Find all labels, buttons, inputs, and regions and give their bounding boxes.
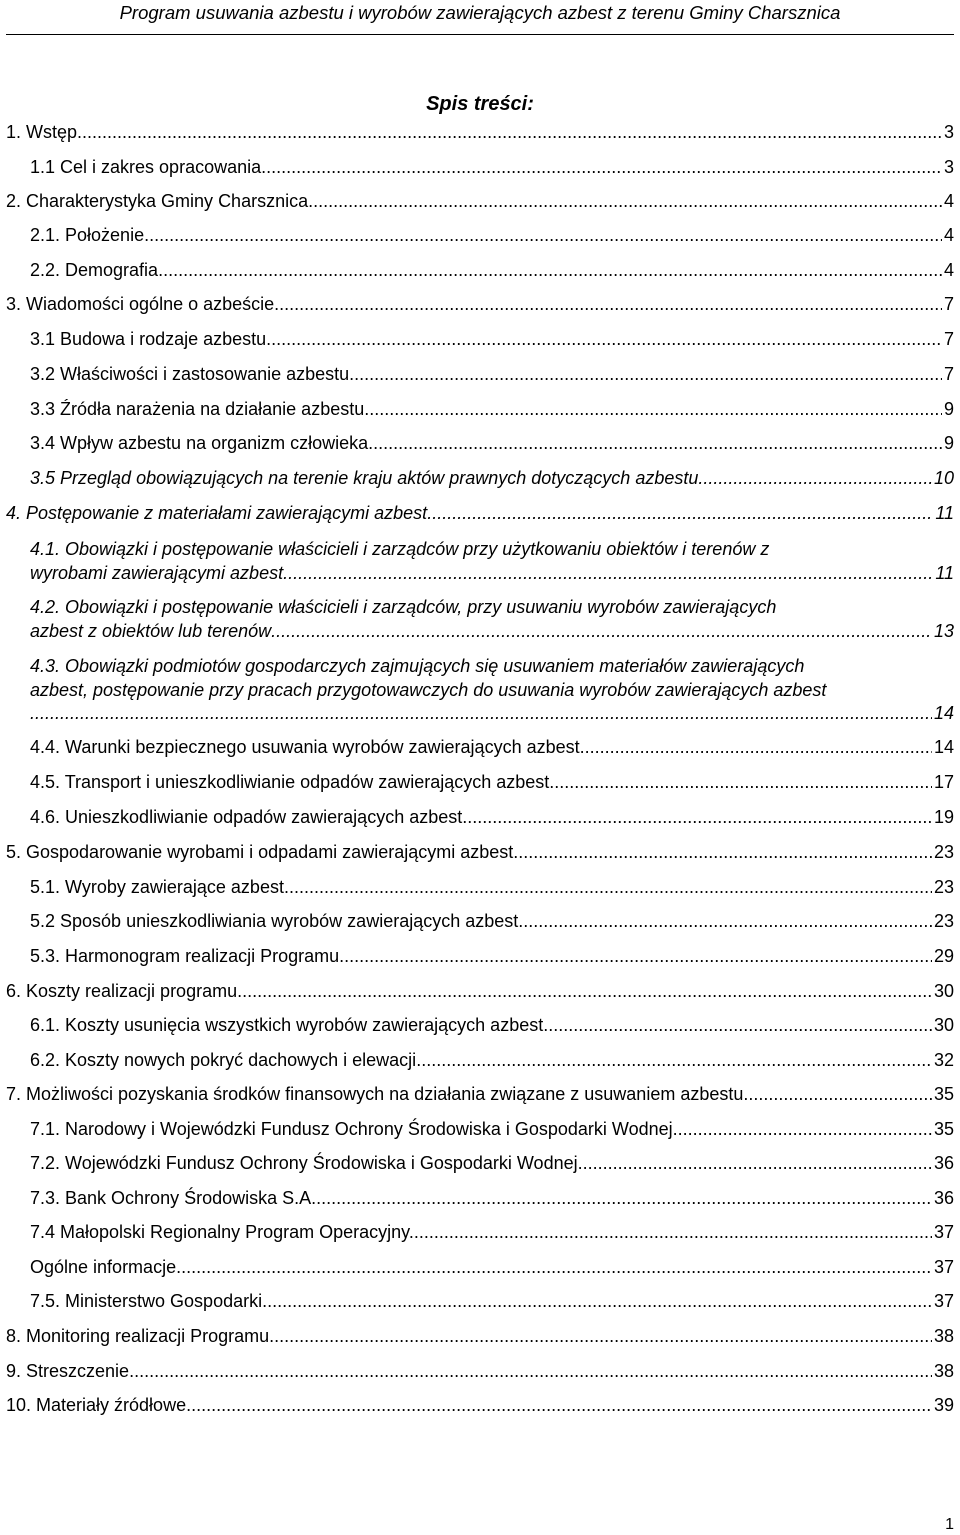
toc-page-number: 35 [933, 1084, 954, 1104]
toc-leader-dots [339, 945, 932, 969]
toc-entry-label-cont: wyrobami zawierającymi azbest [30, 562, 284, 583]
toc-page-number: 11 [935, 503, 954, 523]
toc-entry[interactable] [30, 1187, 954, 1211]
toc-entry-label: 3.4 Wpływ azbestu na organizm człowieka [30, 433, 369, 453]
toc-page-number: 9 [943, 399, 954, 419]
toc-leader-dots [269, 1325, 932, 1349]
toc-page-number: 38 [933, 1361, 954, 1381]
toc-leader-dots [266, 328, 942, 352]
toc-leader-dots [523, 910, 932, 934]
toc-entry[interactable] [6, 980, 954, 1004]
toc-leader-dots [144, 224, 942, 248]
toc-entry[interactable] [30, 328, 954, 352]
toc-page-number: 17 [933, 772, 954, 792]
toc-entry-label: 5.3. Harmonogram realizacji Programu [30, 946, 340, 966]
toc-leader-dots [271, 620, 932, 644]
toc-entry[interactable] [6, 1325, 954, 1349]
toc-page-number: 3 [943, 157, 954, 177]
toc-leader-dots [580, 736, 932, 760]
toc-entry[interactable] [6, 502, 954, 526]
toc-entry[interactable] [30, 1049, 954, 1073]
toc-leader-dots [368, 432, 942, 456]
toc-entry[interactable] [30, 1118, 954, 1142]
toc-entry-label: 3.1 Budowa i rodzaje azbestu [30, 329, 267, 349]
toc-entry[interactable] [30, 398, 954, 422]
toc-entry-label: 4.3. Obowiązki podmiotów gospodarczych zajmujących się usuwaniem materiałów zawierających [30, 656, 805, 676]
toc-entry-label: 4.2. Obowiązki i postępowanie właścicieli i zarządców, przy usuwaniu wyrobów zawierających [30, 597, 777, 617]
toc-entry-label: 5.2 Sposób unieszkodliwiania wyrobów zawierających azbest. [30, 911, 524, 931]
running-header: Program usuwania azbestu i wyrobów zawierających azbest z terenu Gminy Charsznica [119, 2, 841, 23]
toc-entry[interactable] [6, 1083, 954, 1107]
toc-page-number: 14 [933, 737, 954, 757]
toc-page-number: 23 [933, 842, 954, 862]
page-number: 1 [945, 1516, 954, 1533]
toc-leader-dots [578, 1152, 932, 1176]
toc-page-number: 4 [943, 225, 954, 245]
toc-entry[interactable] [6, 1394, 954, 1418]
toc-entry-label: 6.2. Koszty nowych pokryć dachowych i elewacji [30, 1050, 417, 1070]
toc-leader-dots [414, 1221, 932, 1245]
toc-entry-label: 1.1 Cel i zakres opracowania [30, 157, 262, 177]
toc-entry-label: 3.2 Właściwości i zastosowanie azbestu [30, 364, 350, 384]
toc-entry-label: 2.1. Położenie [30, 225, 145, 245]
toc-page-number: 36 [933, 1188, 954, 1208]
toc-entry[interactable] [30, 910, 954, 934]
toc-entry[interactable] [30, 432, 954, 456]
toc-leader-dots [262, 1290, 932, 1314]
toc-leader-dots [186, 1394, 932, 1418]
toc-page-number: 37 [933, 1291, 954, 1311]
toc-page-number: 39 [933, 1395, 954, 1415]
toc-page-number: 4 [943, 191, 954, 211]
toc-leader-dots [548, 1014, 932, 1038]
toc-entry-label: 7.3. Bank Ochrony Środowiska S.A. [30, 1188, 317, 1208]
toc-leader-dots [427, 502, 933, 526]
toc-entry-label: 4.4. Warunki bezpiecznego usuwania wyrobów zawierających azbest [30, 737, 580, 757]
toc-page-number: 37 [933, 1222, 954, 1242]
toc-page-number: 10 [933, 468, 954, 488]
toc-entry-label: 10. Materiały źródłowe [6, 1395, 187, 1415]
toc-entry[interactable] [30, 224, 954, 248]
toc-entry-label-cont: azbest, postępowanie przy pracach przygotowawczych do usuwania wyrobów zawierających azbest [30, 679, 827, 700]
toc-leader-dots [274, 293, 942, 317]
toc-entry[interactable] [30, 771, 954, 795]
toc-page-number: 14 [933, 703, 954, 723]
toc-entry-label: 3.5 Przegląd obowiązujących na terenie kraju aktów prawnych dotyczących azbestu [30, 468, 699, 488]
toc-leader-dots [549, 771, 932, 795]
toc-entry-label: 4.5. Transport i unieszkodliwianie odpadów zawierających azbest [30, 772, 550, 792]
toc-entry-label: 6. Koszty realizacji programu [6, 981, 238, 1001]
toc-page-number: 23 [933, 877, 954, 897]
toc-entry[interactable] [30, 596, 954, 643]
toc-entry[interactable] [30, 945, 954, 969]
toc-title: Spis treści: [426, 93, 534, 115]
toc-page-number: 37 [933, 1257, 954, 1277]
toc-entry-label: 3. Wiadomości ogólne o azbeście [6, 294, 275, 314]
toc-page-number: 30 [933, 981, 954, 1001]
toc-page-number: 19 [933, 807, 954, 827]
toc-entry-label: 7.2. Wojewódzki Fundusz Ochrony Środowiska i Gospodarki Wodnej [30, 1153, 578, 1173]
toc-leader-dots [308, 190, 942, 214]
toc-entry-label: 3.3 Źródła narażenia na działanie azbestu [30, 399, 365, 419]
toc-page-number: 23 [933, 911, 954, 931]
toc-page-number: 7 [943, 329, 954, 349]
toc-page-number: 13 [933, 620, 954, 641]
toc-entry[interactable] [30, 1221, 954, 1245]
toc-leader-dots [513, 841, 932, 865]
toc-entry-label: 4. Postępowanie z materiałami zawierającymi azbest [6, 503, 428, 523]
toc-leader-dots [129, 1360, 932, 1384]
toc-leader-dots [316, 1187, 932, 1211]
toc-entry[interactable] [30, 876, 954, 900]
toc-entry-label: 4.1. Obowiązki i postępowanie właścicieli i zarządców przy użytkowaniu obiektów i terenów z [30, 539, 770, 559]
toc-leader-dots [176, 1256, 932, 1280]
toc-page-number: 35 [933, 1119, 954, 1139]
toc-page-number: 29 [933, 946, 954, 966]
toc-leader-dots [158, 259, 942, 283]
toc-entry-label: 1. Wstęp [6, 122, 78, 142]
toc-leader-dots [284, 876, 932, 900]
toc-entry-label: 6.1. Koszty usunięcia wszystkich wyrobów zawierających azbest. [30, 1015, 549, 1035]
toc-leader-dots [349, 363, 942, 387]
toc-entry-label: 4.6. Unieszkodliwianie odpadów zawierających azbest [30, 807, 463, 827]
toc-entry-label: 7. Możliwości pozyskania środków finansowych na działania związane z usuwaniem azbestu [6, 1084, 744, 1104]
toc-entry[interactable] [30, 1290, 954, 1314]
toc-page-number: 38 [933, 1326, 954, 1346]
toc-entry[interactable] [30, 538, 954, 585]
toc-entry-label: 2. Charakterystyka Gminy Charsznica [6, 191, 309, 211]
toc-entry-label: 2.2. Demografia [30, 260, 159, 280]
toc-entry[interactable] [30, 655, 954, 726]
toc-leader-dots [283, 562, 933, 586]
toc-entry[interactable] [30, 259, 954, 283]
toc-entry-label: 7.4 Małopolski Regionalny Program Operacyjny. [30, 1222, 414, 1242]
toc-entry[interactable] [6, 121, 954, 145]
toc-leader-dots [743, 1083, 932, 1107]
toc-entry-label-cont: azbest z obiektów lub terenów [30, 620, 272, 641]
toc-page-number: 36 [933, 1153, 954, 1173]
toc-entry[interactable] [30, 806, 954, 830]
toc-entry-label: 7.1. Narodowy i Wojewódzki Fundusz Ochrony Środowiska i Gospodarki Wodnej [30, 1119, 673, 1139]
toc-page-number: 30 [933, 1015, 954, 1035]
toc-entry[interactable] [6, 190, 954, 214]
toc-entry[interactable] [6, 841, 954, 865]
toc-page-number: 4 [943, 260, 954, 280]
toc-leader-dots [237, 980, 932, 1004]
toc-page-number: 32 [933, 1050, 954, 1070]
toc-leader-dots [698, 467, 932, 491]
toc-entry-label: Ogólne informacje [30, 1257, 177, 1277]
toc-leader-dots [30, 702, 932, 726]
toc-entry-label: 5. Gospodarowanie wyrobami i odpadami zawierającymi azbest [6, 842, 514, 862]
toc-page-number: 7 [943, 294, 954, 314]
toc-entry[interactable] [6, 1360, 954, 1384]
toc-entry[interactable] [6, 293, 954, 317]
toc-leader-dots [673, 1118, 932, 1142]
toc-entry-label: 8. Monitoring realizacji Programu [6, 1326, 270, 1346]
toc-entry[interactable] [30, 1152, 954, 1176]
toc-entry[interactable] [30, 467, 954, 491]
toc-entry-label: 7.5. Ministerstwo Gospodarki [30, 1291, 263, 1311]
toc-entry[interactable] [30, 1256, 954, 1280]
toc-entry[interactable] [30, 1014, 954, 1038]
toc-entry[interactable] [30, 736, 954, 760]
toc-leader-dots [261, 156, 942, 180]
toc-leader-dots [416, 1049, 932, 1073]
toc-entry-label: 5.1. Wyroby zawierające azbest [30, 877, 284, 897]
toc-leader-dots [77, 121, 942, 145]
toc-entry[interactable] [30, 363, 954, 387]
toc-page-number: 3 [943, 122, 954, 142]
toc-leader-dots [462, 806, 932, 830]
toc-page-number: 9 [943, 433, 954, 453]
toc-entry[interactable] [30, 156, 954, 180]
toc-leader-dots [364, 398, 942, 422]
toc-page-number: 7 [943, 364, 954, 384]
toc-page-number: 11 [935, 562, 954, 583]
toc-entry-label: 9. Streszczenie [6, 1361, 130, 1381]
